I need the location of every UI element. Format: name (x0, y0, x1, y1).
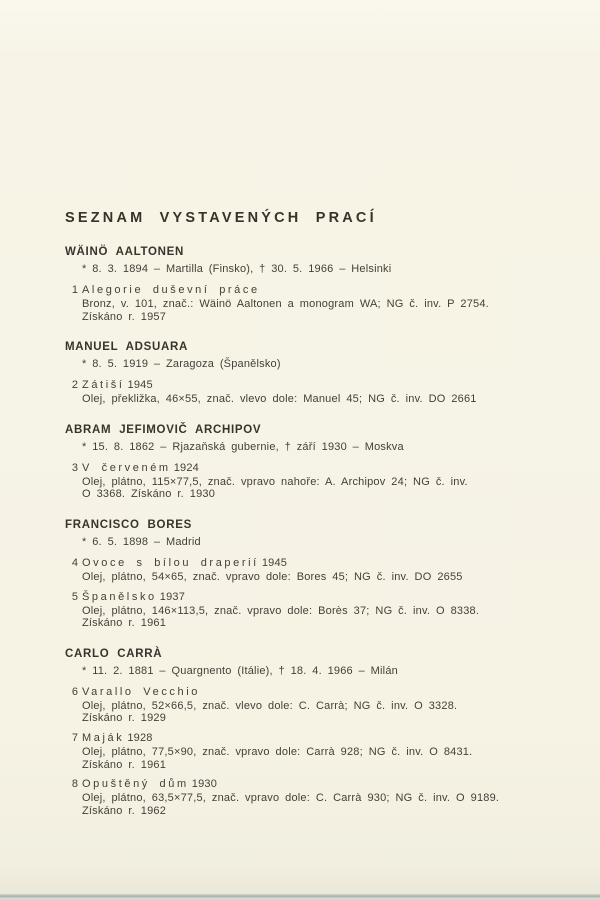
work-entry (65, 462, 560, 501)
work-number: 8 (71, 778, 78, 791)
work-detail-line: Olej, plátno, 115×77,5, znač. vpravo nahoře: A. Archipov 24; NG č. inv. (82, 475, 468, 488)
work-detail-line: Získáno r. 1929 (82, 712, 167, 725)
scan-edge-bottom (0, 894, 600, 899)
work-title: Maják (82, 731, 125, 744)
artist-section (65, 424, 560, 501)
work-title-row (65, 557, 560, 570)
work-entry (65, 591, 560, 630)
work-title-row (65, 462, 560, 475)
work-detail-line: Získáno r. 1957 (82, 310, 167, 323)
work-details (65, 571, 560, 584)
work-year: 1945 (127, 379, 153, 392)
work-title-row (65, 591, 560, 604)
artist-life-dates: * 8. 5. 1919 – Zaragoza (Španělsko) (82, 358, 281, 371)
work-title-row (65, 686, 560, 699)
work-detail-line: Olej, plátno, 54×65, znač. vpravo dole: Bores 45; NG č. inv. DO 2655 (82, 570, 463, 583)
work-number: 6 (71, 685, 78, 698)
work-detail-line: Olej, plátno, 146×113,5, znač. vpravo dole: Borès 37; NG č. inv. O 8338. (82, 604, 480, 617)
work-title: Zátiší (82, 379, 125, 392)
work-number: 3 (71, 461, 78, 474)
artist-section (65, 648, 560, 818)
work-year: 1924 (173, 461, 199, 474)
work-details (65, 476, 560, 501)
work-detail-line: O 3368. Získáno r. 1930 (82, 488, 216, 501)
artist-life-dates: * 6. 5. 1898 – Madrid (82, 535, 201, 548)
work-entry (65, 557, 560, 584)
work-details (65, 298, 560, 323)
artist-life-dates: * 8. 3. 1894 – Martilla (Finsko), † 30. 5. 1966 – Helsinki (82, 263, 392, 275)
work-title-row (65, 732, 560, 745)
work-year: 1937 (159, 590, 186, 603)
work-title: Opuštěný dům (82, 778, 189, 791)
work-details (65, 605, 560, 630)
page-title: SEZNAM VYSTAVENÝCH PRACÍ (65, 210, 377, 226)
artist-name: CARLO CARRÀ (65, 647, 163, 660)
work-detail-line: Získáno r. 1961 (82, 758, 167, 771)
work-detail-line: Získáno r. 1961 (82, 617, 167, 630)
artist-section (65, 341, 560, 406)
work-entry (65, 379, 560, 406)
work-title: Ovoce s bílou draperií (82, 556, 259, 569)
artist-sections (65, 246, 560, 817)
work-detail-line: Olej, plátno, 52×66,5, znač. vlevo dole: C. Carrà; NG č. inv. O 3328. (82, 699, 458, 712)
artist-name: FRANCISCO BORES (65, 518, 192, 531)
artist-name: ABRAM JEFIMOVIČ ARCHIPOV (65, 423, 262, 436)
work-entry (65, 686, 560, 725)
work-detail-line: Olej, plátno, 77,5×90, znač. vpravo dole: Carrà 928; NG č. inv. O 8431. (82, 745, 473, 758)
work-title: Alegorie duševní práce (82, 284, 260, 296)
work-year: 1928 (127, 731, 153, 744)
work-title-row (65, 778, 560, 791)
artist-name: WÄINÖ AALTONEN (65, 246, 184, 258)
work-title-row (65, 379, 560, 392)
work-title: V červeném (82, 461, 171, 474)
work-year: 1945 (261, 556, 288, 569)
work-number: 1 (71, 284, 78, 296)
work-detail-line: Olej, plátno, 63,5×77,5, znač. vpravo dole: C. Carrà 930; NG č. inv. O 9189. (82, 792, 500, 805)
work-entry (65, 284, 560, 323)
work-year: 1930 (191, 778, 218, 791)
work-detail-line: Získáno r. 1962 (82, 804, 167, 817)
artist-section (65, 246, 560, 323)
work-detail-line: Bronz, v. 101, znač.: Wäinö Aaltonen a monogram WA; NG č. inv. P 2754. (82, 298, 489, 310)
work-details (65, 393, 560, 406)
work-details (65, 792, 560, 817)
work-title: Varallo Vecchio (82, 685, 201, 698)
artist-section (65, 519, 560, 630)
work-title-row (65, 284, 560, 297)
work-detail-line: Olej, překližka, 46×55, znač. vlevo dole: Manuel 45; NG č. inv. DO 2661 (82, 393, 477, 406)
artist-life-dates: * 15. 8. 1862 – Rjazaňská gubernie, † září 1930 – Moskva (82, 440, 404, 453)
work-number: 7 (71, 731, 78, 744)
work-entry (65, 732, 560, 771)
work-title: Španělsko (82, 590, 157, 603)
work-details (65, 746, 560, 771)
work-number: 5 (71, 590, 78, 603)
work-details (65, 700, 560, 725)
artist-name: MANUEL ADSUARA (65, 341, 189, 354)
work-number: 4 (71, 556, 78, 569)
artist-life-dates: * 11. 2. 1881 – Quargnento (Itálie), † 18. 4. 1966 – Milán (82, 664, 398, 677)
work-number: 2 (71, 379, 78, 392)
work-entry (65, 778, 560, 817)
